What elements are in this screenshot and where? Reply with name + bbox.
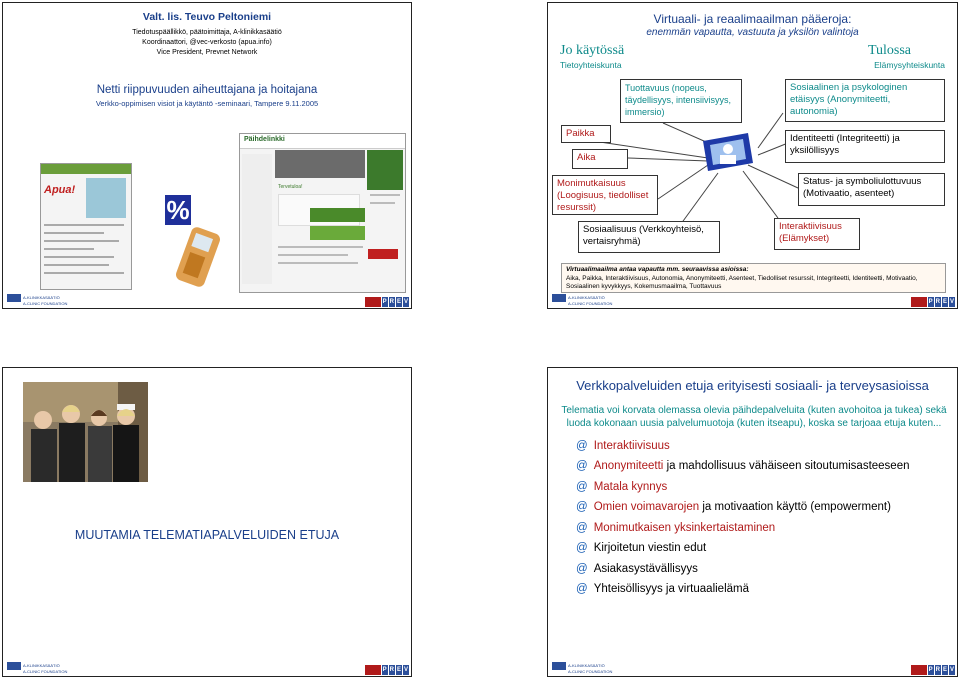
box-paikka: Paikka [561,125,611,143]
left-column-heading: Jo käytössä [560,43,625,58]
screenshot-sidebar [242,154,272,284]
slide-3-title: MUUTAMIA TELEMATIAPALVELUIDEN ETUJA [74,528,340,542]
a-clinic-logo: A-KLINIKKASÄÄTIÖ A-CLINIC FOUNDATION [7,294,67,306]
slide-4 [547,367,958,677]
left-column-subheading: Tietoyhteiskunta [560,60,622,70]
author-role-3: Vice President, Prevnet Network [156,49,258,56]
screenshot-green-box [367,150,403,190]
bullet-item-1: @ Interaktiivisuus [576,440,670,452]
bullet-item-7: @ Asiakasystävällisyys [576,563,698,575]
group-photo [23,382,148,482]
bullet-item-8: @ Yhteisöllisyys ja virtuaalielämä [576,583,749,595]
screenshot-photo-strip [275,150,365,178]
prevnet-logo: P R E V [911,665,955,675]
box-tuottavuus: Tuottavuus (nopeus, täydellisyys, intensiivisyys, immersio) [620,79,742,123]
website-screenshot-paihdelinkki [239,133,406,293]
box-sosiaalisuus: Sosiaalisuus (Verkkoyhteisö, vertaisryhmä) [578,221,720,253]
screenshot-button-green [310,208,365,222]
screenshot-banner: Päihdelinkki [244,136,285,143]
slide-1 [2,2,412,309]
author-role-2: Koordinaattori, @vec-verkosto (apua.info) [142,39,272,46]
website-screenshot-apua [40,163,132,290]
note-box [561,263,946,293]
box-aika: Aika [572,149,628,169]
a-clinic-logo: A-KLINIKKASÄÄTIÖ A-CLINIC FOUNDATION [552,662,612,674]
mobile-phone-icon [175,225,225,287]
bullet-item-4: @ Omien voimavarojen ja motivaation käyttö (empowerment) [576,501,891,513]
box-identiteetti: Identiteetti (Integriteetti) ja yksilöllisyys [785,130,945,163]
computer-user-icon [698,133,758,173]
bullet-item-6: @ Kirjoitetun viestin edut [576,542,707,554]
prevnet-logo: P R E V [911,297,955,307]
right-column-heading: Tulossa [867,43,911,58]
prevnet-logo: P R E V [365,297,409,307]
right-column-subheading: Elämysyhteiskunta [874,60,945,70]
box-monimutkaisuus: Monimutkaisuus (Loogisuus, tiedolliset resurssit) [552,175,658,215]
box-sosiaalinen: Sosiaalinen ja psykologinen etäisyys (Anonymiteetti, autonomia) [785,79,945,122]
screenshot-heading: Apua! [44,184,76,196]
screenshot-welcome: Tervetuloa! [278,184,303,190]
a-clinic-logo: A-KLINIKKASÄÄTIÖ A-CLINIC FOUNDATION [7,662,67,674]
author-name: Valt. lis. Teuvo Peltoniemi [142,11,272,23]
screenshot-photo [86,178,126,218]
prevnet-logo: P R E V [365,665,409,675]
slide-4-intro: Telematia voi korvata olemassa olevia päihdepalveluita (kuten avohoitoa ja tukea) sekä luoda kokonaan uusia palvelumuotoja (kuten itseapu), koska se tarjoaa etuja kuten... [561,405,947,429]
bullet-item-3: @ Matala kynnys [576,481,668,493]
note-body: Aika, Paikka, Interaktiivisuus, Autonomia, Anonymiteetti, Asenteet, Tiedolliset resurssit, Integriteetti, Identiteetti, Motivaatio, Sosiaalinen kyvykkyys, Kokemusmaailma, Tuottavuus [566,274,918,290]
slide-4-title: Verkkopalveluiden etuja erityisesti sosiaali- ja terveysasioissa [576,378,929,393]
percent-graphic: % [166,195,190,225]
slide-2 [547,2,958,309]
box-interaktiivisuus: Interaktiivisuus (Elämykset) [774,218,860,250]
slide-1-title: Netti riippuvuuden aiheuttajana ja hoitajana [96,84,318,96]
slide-3 [2,367,412,677]
a-clinic-logo: A-KLINIKKASÄÄTIÖ A-CLINIC FOUNDATION [552,294,612,306]
slide-1-subtitle: Verkko-oppimisen visiot ja käytäntö -seminaari, Tampere 9.11.2005 [95,99,319,108]
bullet-item-5: @ Monimutkaisen yksinkertaistaminen [576,522,776,534]
slide-2-subtitle: enemmän vapautta, vastuuta ja yksilön valintoja [646,27,859,38]
slide-2-title: Virtuaali- ja reaalimaailman pääeroja: [653,12,852,26]
bullet-item-2: @ Anonymiteetti ja mahdollisuus vähäiseen sitoutumisasteeseen [576,460,910,472]
box-status: Status- ja symboliulottuvuus (Motivaatio, asenteet) [798,173,945,206]
note-heading: Virtuaalimaailma antaa vapautta mm. seuraavissa asioissa: [566,266,749,273]
author-role-1: Tiedotuspäällikkö, päätoimittaja, A-klinikkasäätiö [132,29,282,36]
